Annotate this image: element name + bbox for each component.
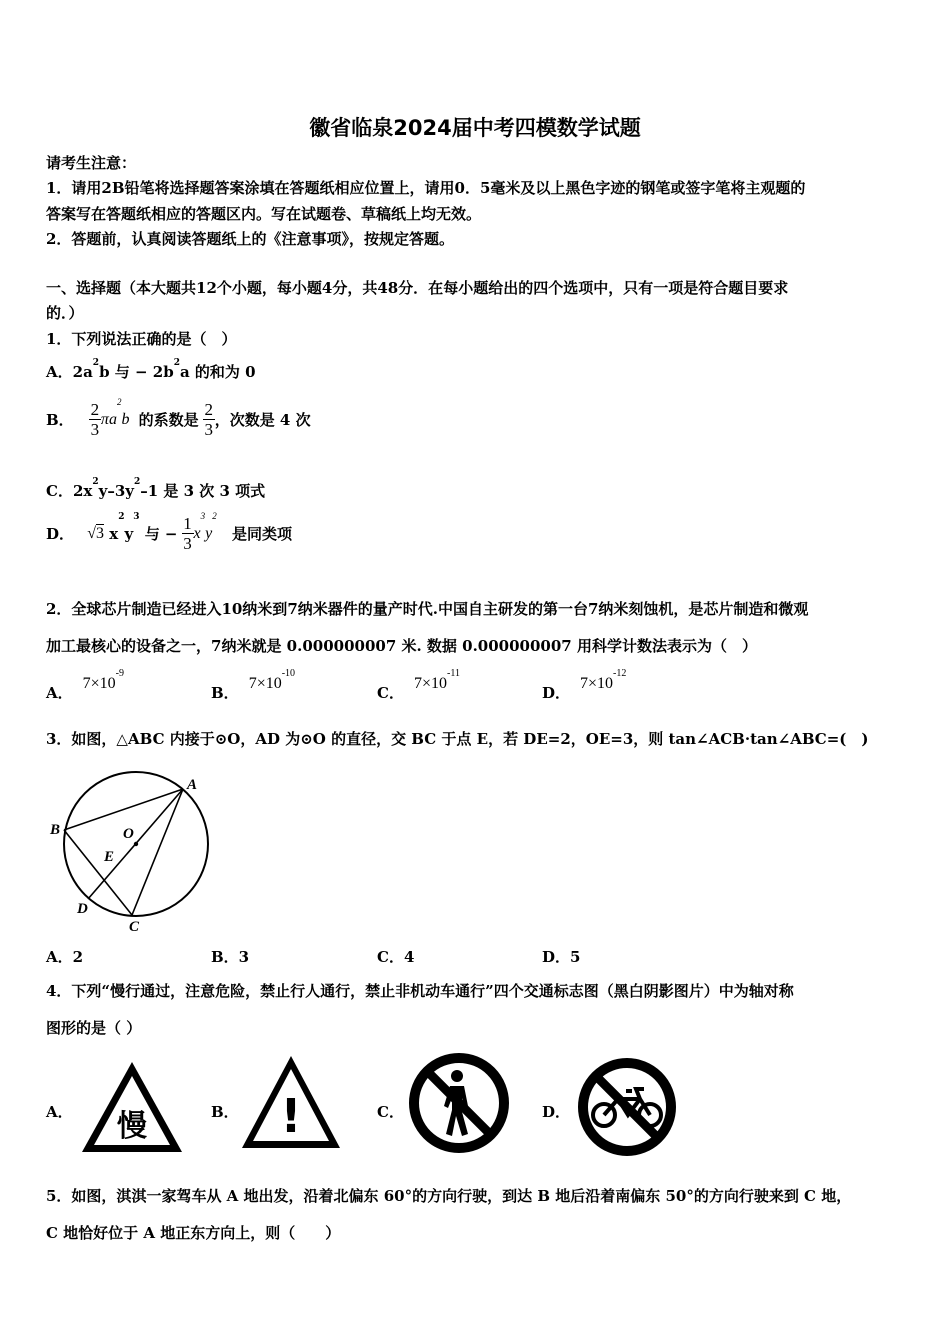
label-c: C [129,919,140,935]
q4-line1: 4．下列“慢行通过，注意危险，禁止行人通行，禁止非机动车通行”四个交通标志图（黑白阴影图片）中为轴对称 [46,982,794,1000]
q4-label-d: D． [542,1103,571,1121]
q5-line2: C 地恰好位于 A 地正东方向上，则（ ） [46,1224,341,1242]
exclamation-icon: ! [280,1089,302,1143]
q1-option-b: B． $\frac{2}{3}$ $\pi a^2b$ 的系数是 $\frac{2}{3}$ ，次数是 4 次 [46,397,311,439]
q2-option-c: C．$7\times 10^{-11}$ [377,668,460,702]
label-o: O [123,826,134,842]
q4-label-c: C． [377,1103,404,1121]
section1-line2: 的．） [46,304,84,322]
q3-option-c: C．4 [377,948,415,966]
label-a: A [187,777,198,793]
label-d: D [77,901,88,917]
notice-heading: 请考生注意： [46,154,137,172]
segment-ac [132,789,183,915]
notice-item1-line1: 1．请用2B铅笔将选择题答案涂填在答题纸相应位置上，请用0．5毫米及以上黑色字迹的钢笔或签字笔将主观题的 [46,179,806,197]
q4-label-a: A． [46,1103,73,1121]
q5-line1: 5．如图，淇淇一家驾车从 A 地出发，沿着北偏东 60°的方向行驶，到达 B 地后沿着南偏东 50°的方向行驶来到 C 地， [46,1187,852,1205]
segment-bc [64,830,132,915]
q1-option-a: A．$2a^2b$ 与 − $2b^2a$ 的和为 0 [46,358,256,381]
q2-line2: 加工最核心的设备之一，7纳米就是 0.000000007 米. 数据 0.000000007 用科学计数法表示为（ ） [46,637,757,655]
sign-no-bicycle [574,1055,680,1159]
q3-stem: 3．如图，△ABC 内接于⊙O，AD 为⊙O 的直径，交 BC 于点 E，若 DE=2，OE=3，则 tan∠ACB·tan∠ABC=( ) [46,730,869,748]
q3-option-b: B．3 [211,948,250,966]
page-title: 徽省临泉2024届中考四模数学试题 [309,116,641,140]
section1-line1: 一、选择题（本大题共12个小题，每小题4分，共48分．在每小题给出的四个选项中，只有一项是符合题目要求 [46,279,789,297]
q2-option-a: A．$7\times 10^{-9}$ [46,668,125,702]
slow-character: 慢 [117,1109,147,1144]
q3-circle-figure [46,768,216,936]
sign-no-pedestrian [406,1050,512,1156]
q2-option-b: B．$7\times 10^{-10}$ [211,668,296,702]
sign-danger-triangle [238,1052,344,1152]
q1-option-c: C．$2x^2y-3y^2-1$ 是 3 次 3 项式 [46,477,266,500]
q4-line2: 图形的是（ ） [46,1019,142,1037]
q2-option-d: D．$7\times 10^{-12}$ [542,668,627,702]
q2-line1: 2．全球芯片制造已经进入10纳米到7纳米器件的量产时代.中国自主研发的第一台7纳米刻蚀机，是芯片制造和微观 [46,600,809,618]
label-b: B [50,822,61,838]
q1-option-d: D． √3 $x^2y^3$ 与 − $\frac{1}{3}$ $x^3y^2$ 是同类项 [46,511,292,553]
q3-option-a: A．2 [46,948,84,966]
label-e: E [104,849,115,865]
notice-item1-line2: 答案写在答题纸相应的答题区内。写在试题卷、草稿纸上均无效。 [46,205,482,223]
sign-slow-triangle [78,1058,186,1156]
q4-label-b: B． [211,1103,239,1121]
q3-option-d: D．5 [542,948,581,966]
center-o-dot [134,842,138,846]
q1-stem: 1．下列说法正确的是（ ） [46,330,237,348]
notice-item2: 2．答题前，认真阅读答题纸上的《注意事项》，按规定答题。 [46,230,454,248]
